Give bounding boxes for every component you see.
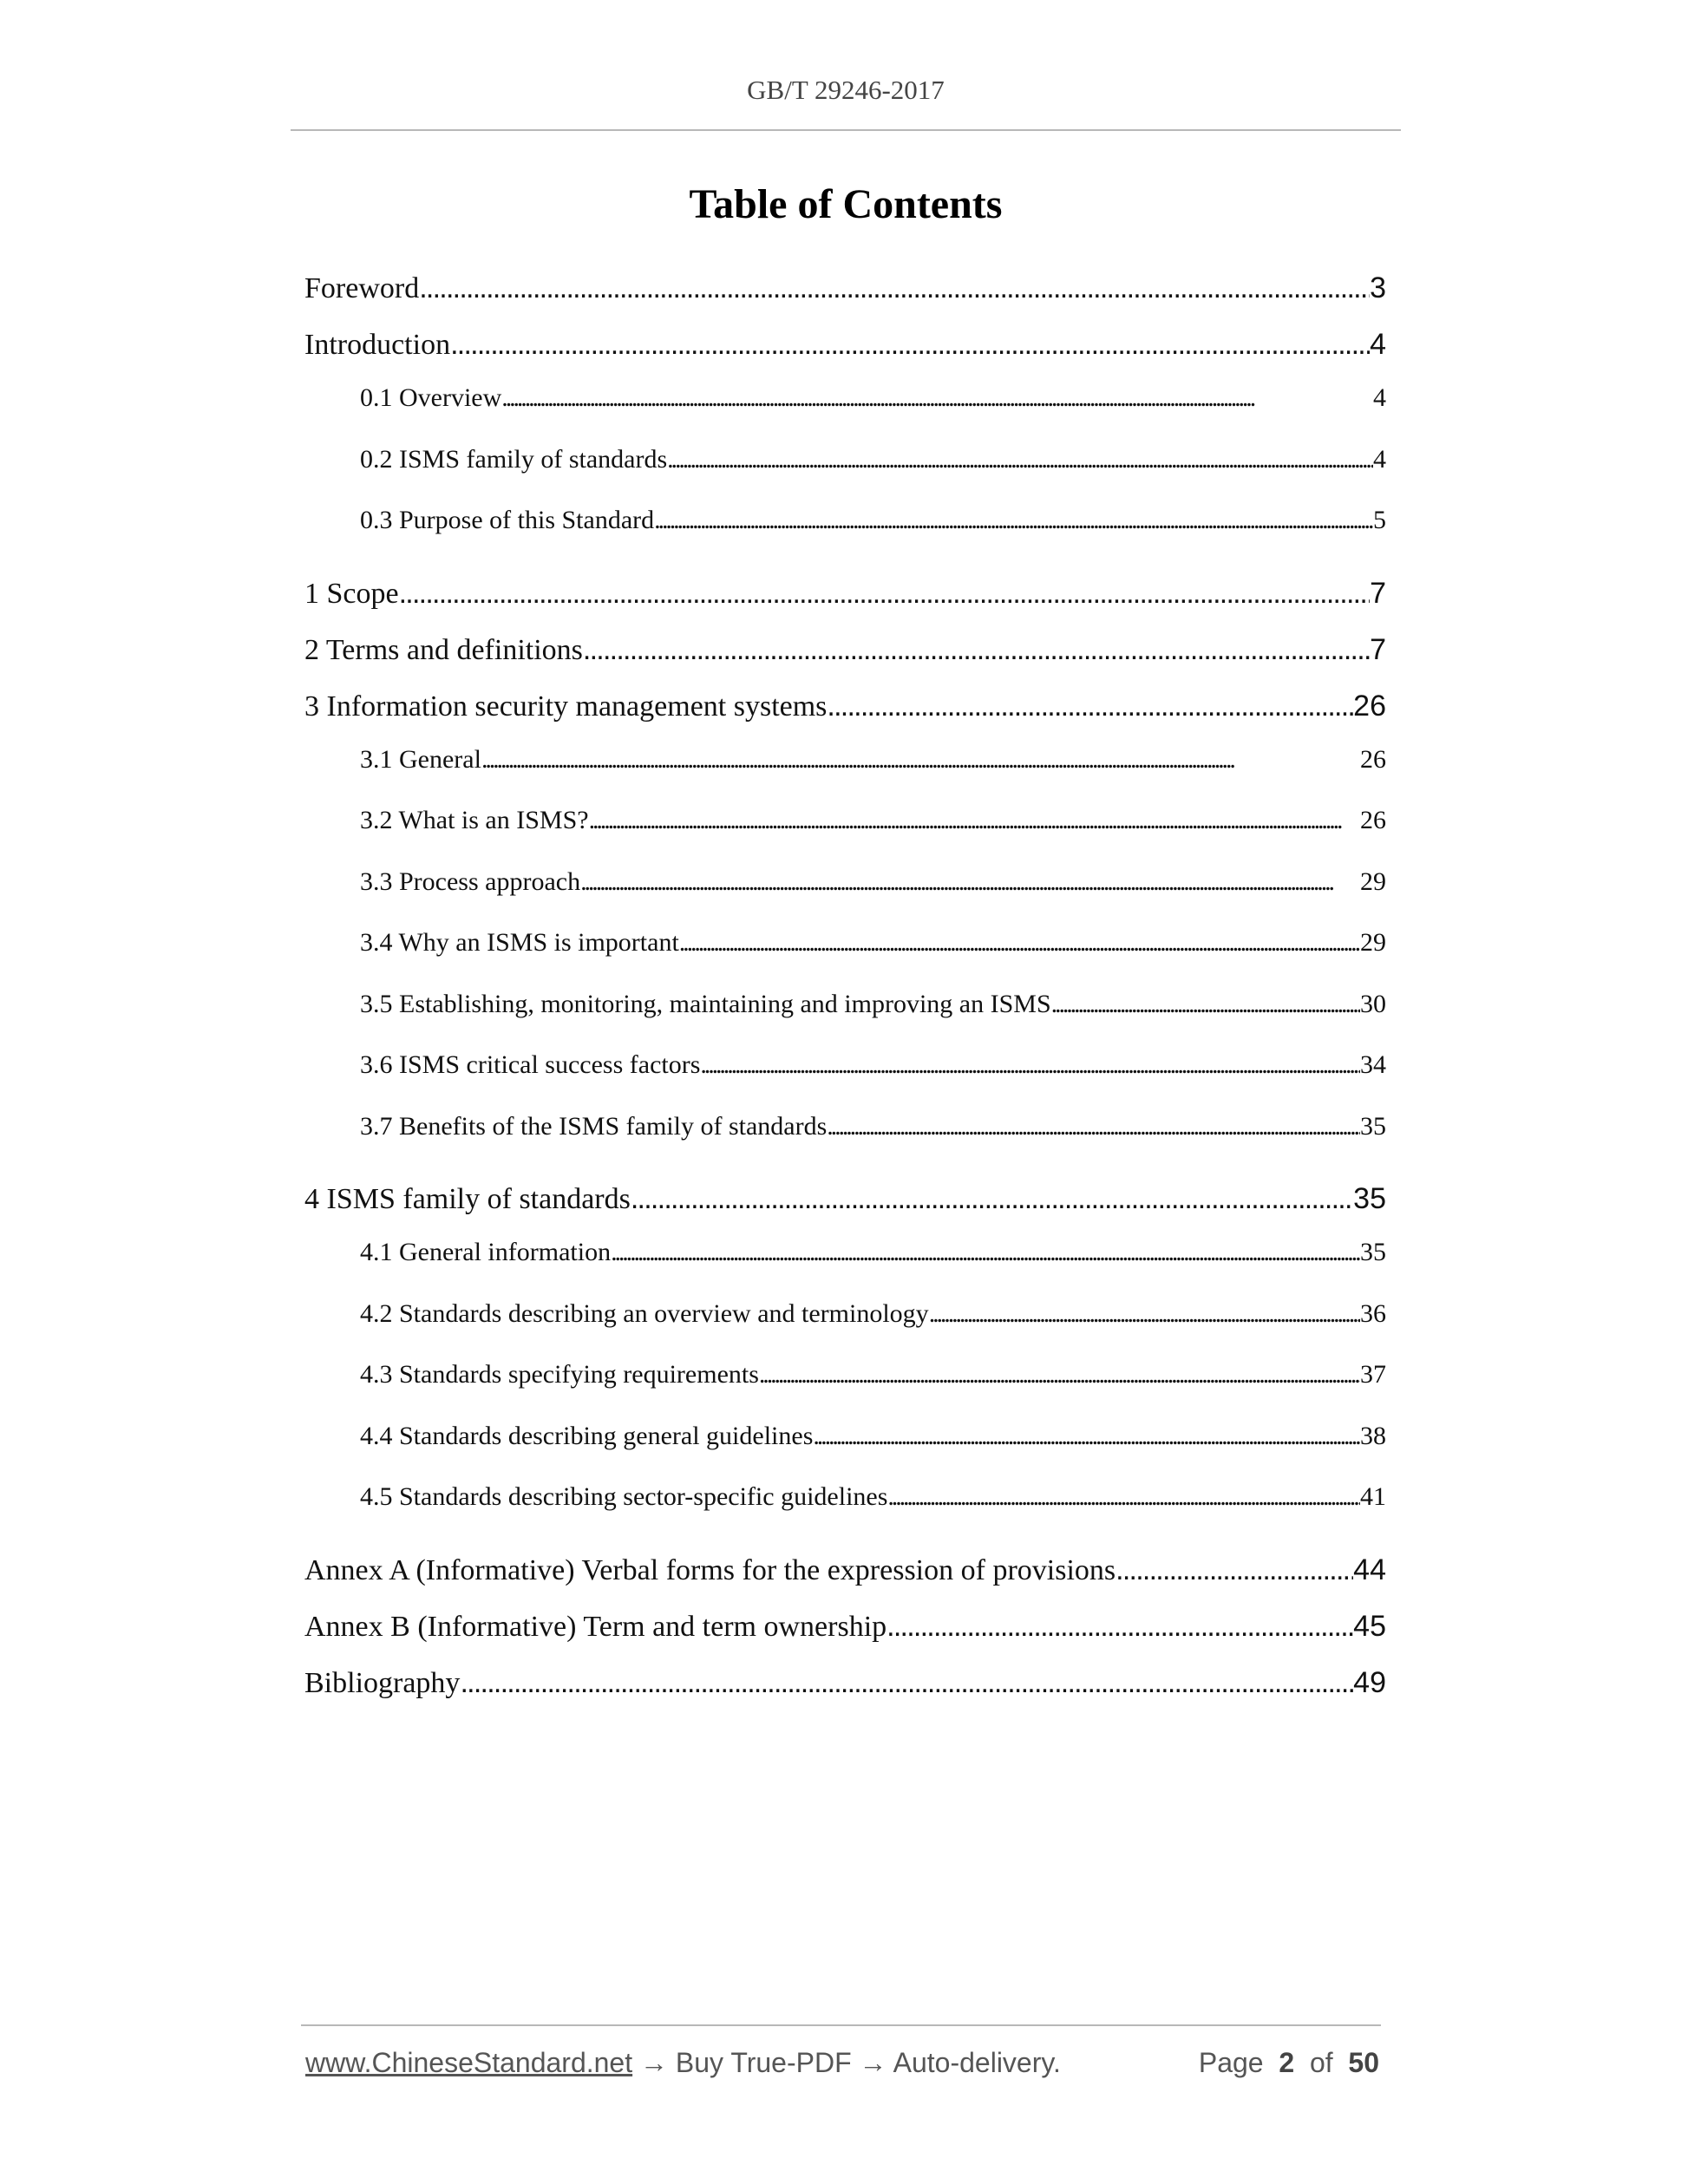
page-total: 50 bbox=[1348, 2047, 1379, 2078]
toc-entry-page: 4 bbox=[1373, 383, 1386, 412]
dot-leader bbox=[589, 795, 1360, 846]
dot-leader bbox=[700, 1040, 1360, 1090]
toc-entry-4-1[interactable] bbox=[304, 1227, 1386, 1289]
toc-entry-label: 3.3 Process approach bbox=[360, 866, 581, 896]
toc-entry-page: 44 bbox=[1353, 1553, 1386, 1586]
toc-entry-label: 3.1 General bbox=[360, 744, 481, 774]
dot-leader bbox=[667, 435, 1373, 485]
toc-entry-3-isms[interactable] bbox=[304, 678, 1386, 735]
dot-leader bbox=[631, 1171, 1353, 1227]
toc-entry-label: 1 Scope bbox=[304, 577, 399, 610]
toc-entry-0-2[interactable] bbox=[304, 435, 1386, 496]
dot-leader bbox=[827, 1102, 1360, 1152]
toc-entry-page: 26 bbox=[1353, 689, 1386, 723]
dot-leader bbox=[580, 857, 1360, 907]
arrow-right-icon: → bbox=[859, 2047, 887, 2078]
toc-entry-label: Introduction bbox=[304, 329, 451, 361]
toc-entry-label: Foreword bbox=[304, 272, 420, 304]
toc-entry-label: 4.5 Standards describing sector-specific guidelines bbox=[360, 1482, 888, 1511]
toc-entry-page: 4 bbox=[1373, 444, 1386, 474]
toc-entry-4-4[interactable] bbox=[304, 1411, 1386, 1473]
toc-entry-page: 26 bbox=[1360, 744, 1386, 774]
toc-entry-page: 7 bbox=[1370, 632, 1386, 666]
page-word: Page bbox=[1198, 2047, 1264, 2078]
toc-entry-page: 34 bbox=[1360, 1050, 1386, 1079]
dot-leader bbox=[501, 373, 1373, 423]
dot-leader bbox=[583, 622, 1370, 678]
footer-promo bbox=[305, 2047, 1061, 2079]
dot-leader bbox=[679, 918, 1360, 968]
toc-entry-4-3[interactable] bbox=[304, 1350, 1386, 1411]
dot-leader bbox=[399, 566, 1370, 622]
toc-entry-annex-b[interactable] bbox=[304, 1599, 1386, 1655]
toc-entry-page: 37 bbox=[1360, 1360, 1386, 1389]
toc-entry-page: 4 bbox=[1370, 328, 1386, 361]
toc-entry-1-scope[interactable] bbox=[304, 566, 1386, 622]
toc-entry-page: 29 bbox=[1360, 866, 1386, 896]
site-link[interactable]: www.ChineseStandard.net bbox=[305, 2047, 633, 2078]
dot-leader bbox=[460, 1655, 1353, 1711]
toc-entry-label: 3.7 Benefits of the ISMS family of standards bbox=[360, 1111, 828, 1141]
footer-divider bbox=[301, 2024, 1381, 2026]
toc-entry-page: 7 bbox=[1370, 576, 1386, 610]
dot-leader bbox=[481, 735, 1360, 785]
toc-entry-page: 35 bbox=[1360, 1111, 1386, 1141]
dot-leader bbox=[813, 1411, 1360, 1461]
toc-entry-4-isms-family[interactable] bbox=[304, 1171, 1386, 1227]
toc-entry-label: Annex B (Informative) Term and term ownership bbox=[304, 1610, 887, 1643]
toc-entry-3-4[interactable] bbox=[304, 918, 1386, 979]
toc-entry-annex-a[interactable] bbox=[304, 1542, 1386, 1599]
dot-leader bbox=[827, 678, 1353, 735]
dot-leader bbox=[929, 1289, 1360, 1339]
toc-entry-3-3[interactable] bbox=[304, 857, 1386, 919]
buy-true-pdf-text: Buy True-PDF bbox=[675, 2047, 852, 2078]
toc-entry-page: 38 bbox=[1360, 1421, 1386, 1450]
toc-entry-page: 5 bbox=[1373, 506, 1386, 534]
dot-leader bbox=[759, 1350, 1360, 1400]
toc-entry-label: 3 Information security management systems bbox=[304, 690, 828, 723]
toc-entry-4-2[interactable] bbox=[304, 1289, 1386, 1350]
toc-entry-label: 4.2 Standards describing an overview and terminology bbox=[360, 1298, 929, 1328]
toc-entry-4-5[interactable] bbox=[304, 1472, 1386, 1533]
toc-entry-label: 3.5 Establishing, monitoring, maintaining and improving an ISMS bbox=[360, 989, 1051, 1018]
toc-entry-3-1[interactable] bbox=[304, 735, 1386, 796]
toc-entry-label: 0.1 Overview bbox=[360, 383, 502, 412]
toc-entry-page: 36 bbox=[1360, 1298, 1386, 1328]
toc-entry-label: 4 ISMS family of standards bbox=[304, 1183, 631, 1215]
toc-entry-label: Bibliography bbox=[304, 1666, 461, 1699]
table-of-contents bbox=[304, 260, 1386, 1711]
of-word: of bbox=[1309, 2047, 1333, 2078]
toc-entry-label: 3.4 Why an ISMS is important bbox=[360, 928, 679, 957]
toc-entry-3-5[interactable] bbox=[304, 979, 1386, 1041]
toc-entry-page: 29 bbox=[1360, 928, 1386, 957]
toc-entry-page: 30 bbox=[1360, 989, 1386, 1018]
toc-entry-0-1[interactable] bbox=[304, 373, 1386, 435]
toc-entry-page: 35 bbox=[1360, 1238, 1386, 1266]
toc-entry-label: 4.4 Standards describing general guidelines bbox=[360, 1421, 814, 1450]
toc-entry-page: 41 bbox=[1360, 1482, 1386, 1511]
toc-entry-label: 3.2 What is an ISMS? bbox=[360, 806, 589, 834]
page-indicator bbox=[1199, 2047, 1379, 2079]
header-divider bbox=[291, 129, 1401, 131]
toc-entry-page: 49 bbox=[1353, 1665, 1386, 1699]
page-current: 2 bbox=[1279, 2047, 1295, 2078]
toc-entry-2-terms[interactable] bbox=[304, 622, 1386, 678]
toc-entry-label: 0.2 ISMS family of standards bbox=[360, 444, 668, 474]
dot-leader bbox=[1051, 979, 1360, 1030]
toc-entry-page: 3 bbox=[1370, 271, 1386, 304]
toc-entry-3-2[interactable] bbox=[304, 795, 1386, 857]
dot-leader bbox=[887, 1599, 1353, 1655]
dot-leader bbox=[611, 1227, 1360, 1278]
toc-entry-page: 45 bbox=[1353, 1609, 1386, 1643]
dot-leader bbox=[887, 1472, 1360, 1522]
toc-entry-label: 4.3 Standards specifying requirements bbox=[360, 1360, 759, 1389]
auto-delivery-text: Auto-delivery. bbox=[893, 2047, 1061, 2078]
toc-entry-label: Annex A (Informative) Verbal forms for the expression of provisions bbox=[304, 1553, 1116, 1586]
dot-leader bbox=[419, 260, 1370, 317]
page-title: Table of Contents bbox=[689, 181, 1003, 227]
toc-entry-label: 0.3 Purpose of this Standard bbox=[360, 506, 655, 534]
toc-entry-3-6[interactable] bbox=[304, 1040, 1386, 1102]
arrow-right-icon: → bbox=[640, 2047, 668, 2078]
toc-entry-page: 35 bbox=[1353, 1182, 1386, 1215]
running-header: GB/T 29246-2017 bbox=[747, 75, 945, 105]
toc-entry-0-3[interactable] bbox=[304, 495, 1386, 557]
toc-entry-foreword[interactable] bbox=[304, 260, 1386, 317]
toc-entry-bibliography[interactable] bbox=[304, 1655, 1386, 1711]
dot-leader bbox=[654, 495, 1373, 546]
dot-leader bbox=[1116, 1542, 1353, 1599]
toc-entry-label: 2 Terms and definitions bbox=[304, 633, 583, 666]
toc-entry-3-7[interactable] bbox=[304, 1102, 1386, 1163]
page-footer bbox=[305, 2047, 1379, 2079]
dot-leader bbox=[450, 317, 1370, 373]
toc-entry-label: 4.1 General information bbox=[360, 1238, 612, 1266]
toc-entry-page: 26 bbox=[1360, 806, 1386, 834]
toc-entry-label: 3.6 ISMS critical success factors bbox=[360, 1050, 701, 1079]
toc-entry-introduction[interactable] bbox=[304, 317, 1386, 373]
